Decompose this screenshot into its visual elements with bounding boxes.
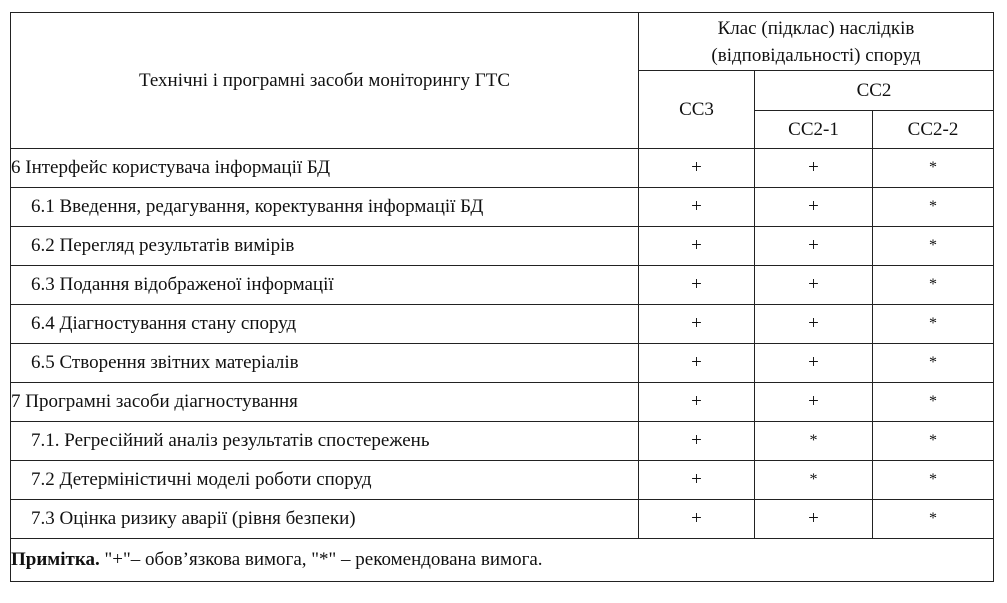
cc3-mark: + — [639, 422, 755, 461]
row-label: 7.3 Оцінка ризику аварії (рівня безпеки) — [11, 500, 639, 539]
row-label: 6.1 Введення, редагування, коректування інформації БД — [11, 188, 639, 227]
means-column-header: Технічні і програмні засоби моніторингу ГТС — [11, 13, 639, 149]
cc3-mark: + — [639, 383, 755, 422]
cc2-1-header: СС2-1 — [755, 111, 873, 149]
row-label: 7.2 Детерміністичні моделі роботи споруд — [11, 461, 639, 500]
cc3-mark: + — [639, 305, 755, 344]
table-row — [11, 344, 994, 383]
note-text: "+"– обов’язкова вимога, "*" – рекомендована вимога. — [99, 549, 543, 570]
requirements-table — [10, 12, 994, 582]
cc2-2-mark: * — [873, 383, 994, 422]
class-column-header — [639, 13, 994, 71]
cc3-mark: + — [639, 188, 755, 227]
cc2-1-mark: * — [755, 422, 873, 461]
cc2-2-mark: * — [873, 149, 994, 188]
table-row — [11, 305, 994, 344]
cc3-mark: + — [639, 266, 755, 305]
row-label: 6.5 Створення звітних матеріалів — [11, 344, 639, 383]
class-header-line2: (відповідальності) споруд — [711, 44, 921, 66]
cc2-2-mark: * — [873, 344, 994, 383]
cc3-mark: + — [639, 227, 755, 266]
cc2-1-mark: + — [755, 383, 873, 422]
note-label: Примітка. — [11, 549, 100, 570]
table-note — [11, 539, 994, 582]
class-header-line1: Клас (підклас) наслідків — [717, 17, 915, 39]
cc2-1-mark: + — [755, 500, 873, 539]
cc2-2-mark: * — [873, 422, 994, 461]
cc3-mark: + — [639, 461, 755, 500]
table-row — [11, 188, 994, 227]
table-row — [11, 461, 994, 500]
cc3-header: СС3 — [639, 71, 755, 149]
row-label: 7.1. Регресійний аналіз результатів спостережень — [11, 422, 639, 461]
cc2-2-mark: * — [873, 461, 994, 500]
cc2-1-mark: * — [755, 461, 873, 500]
cc3-mark: + — [639, 344, 755, 383]
cc2-2-mark: * — [873, 305, 994, 344]
cc2-1-mark: + — [755, 188, 873, 227]
row-label: 6.2 Перегляд результатів вимірів — [11, 227, 639, 266]
row-label: 6.4 Діагностування стану споруд — [11, 305, 639, 344]
cc2-2-mark: * — [873, 500, 994, 539]
cc2-header: СС2 — [755, 71, 994, 111]
cc2-1-mark: + — [755, 305, 873, 344]
cc2-1-mark: + — [755, 227, 873, 266]
table-row — [11, 227, 994, 266]
cc3-mark: + — [639, 149, 755, 188]
row-label: 7 Програмні засоби діагностування — [11, 383, 639, 422]
cc2-2-mark: * — [873, 266, 994, 305]
row-label: 6.3 Подання відображеної інформації — [11, 266, 639, 305]
cc2-2-header: СС2-2 — [873, 111, 994, 149]
cc2-1-mark: + — [755, 344, 873, 383]
table-row — [11, 383, 994, 422]
table-row — [11, 266, 994, 305]
cc2-1-mark: + — [755, 266, 873, 305]
cc2-2-mark: * — [873, 227, 994, 266]
table-row — [11, 422, 994, 461]
table-row — [11, 500, 994, 539]
table-row — [11, 149, 994, 188]
cc3-mark: + — [639, 500, 755, 539]
cc2-2-mark: * — [873, 188, 994, 227]
cc2-1-mark: + — [755, 149, 873, 188]
row-label: 6 Інтерфейс користувача інформації БД — [11, 149, 639, 188]
